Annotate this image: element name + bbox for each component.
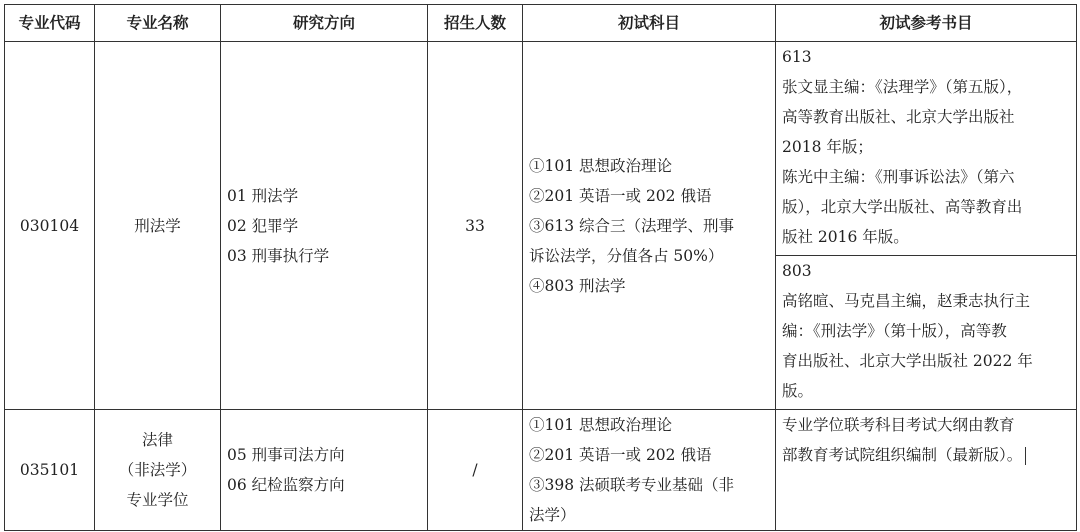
major-name: [95, 410, 221, 531]
subject-item: ①101 思想政治理论: [529, 156, 673, 175]
reference-line: 育出版社、北京大学出版社 2022 年: [782, 352, 1033, 370]
reference-line: 版。: [782, 382, 814, 400]
table-row: [5, 410, 1077, 531]
direction-item: 05 刑事司法方向: [227, 446, 345, 464]
reference-line: 803: [782, 262, 812, 280]
subject-item: ③613 综合三（法理学、刑事: [529, 216, 735, 235]
subject-item: 法学）: [529, 506, 576, 524]
header-exam-subjects: 初试科目: [523, 5, 776, 42]
direction-item: 02 犯罪学: [227, 216, 299, 235]
enrollment-count: 33: [428, 42, 523, 410]
reference-line: 专业学位联考科目考试大纲由教育: [782, 416, 1015, 434]
subject-item: ②201 英语一或 202 俄语: [529, 186, 712, 205]
research-directions: [221, 42, 428, 410]
subject-item: ①101 思想政治理论: [529, 416, 673, 434]
reference-line: 613: [782, 48, 812, 66]
subject-item: ③398 法硕联考专业基础（非: [529, 476, 735, 494]
reference-line: 2018 年版；: [782, 138, 873, 156]
direction-item: 06 纪检监察方向: [227, 476, 345, 494]
major-name-line: （非法学）: [118, 461, 197, 479]
exam-subjects: [523, 410, 776, 531]
exam-subjects: [523, 42, 776, 410]
reference-line: 编：《刑法学》（第十版），高等教: [782, 322, 1007, 340]
major-code: 030104: [5, 42, 95, 410]
header-major-name: 专业名称: [95, 5, 221, 42]
header-enrollment: 招生人数: [428, 5, 523, 42]
reference-line-with-caret: [782, 440, 1070, 470]
header-reference-books: 初试参考书目: [776, 5, 1077, 42]
header-research-direction: 研究方向: [221, 5, 428, 42]
subject-item: 诉讼法学，分值各占 50%）: [529, 246, 724, 265]
subject-item: ②201 英语一或 202 俄语: [529, 446, 712, 464]
reference-block-613: [776, 42, 1077, 256]
reference-line: 张文显主编：《法理学》（第五版），: [782, 78, 1023, 96]
text-cursor: [1025, 447, 1026, 465]
reference-line: 部教育考试院组织编制（最新版）。: [782, 446, 1023, 464]
subject-item: ④803 刑法学: [529, 276, 626, 295]
major-code: 035101: [5, 410, 95, 531]
admissions-table: [4, 4, 1077, 531]
table-row: [5, 42, 1077, 256]
major-name: [95, 42, 221, 410]
enrollment-count: /: [428, 410, 523, 531]
reference-line: 陈光中主编：《刑事诉讼法》（第六: [782, 168, 1015, 186]
header-major-code: 专业代码: [5, 5, 95, 42]
research-directions: [221, 410, 428, 531]
header-row: [5, 5, 1077, 42]
reference-line: 版社 2016 年版。: [782, 228, 909, 246]
direction-item: 01 刑法学: [227, 186, 299, 205]
direction-item: 03 刑事执行学: [227, 246, 330, 265]
reference-line: 版），北京大学出版社、高等教育出: [782, 198, 1023, 216]
major-name-line: 刑法学: [134, 216, 181, 235]
reference-line: 高铭暄、马克昌主编，赵秉志执行主: [782, 292, 1031, 310]
major-name-line: 法律: [141, 431, 173, 449]
reference-block-398: [776, 410, 1077, 531]
reference-block-803: [776, 256, 1077, 410]
major-name-line: 专业学位: [126, 491, 189, 509]
reference-line: 高等教育出版社、北京大学出版社: [782, 108, 1015, 126]
